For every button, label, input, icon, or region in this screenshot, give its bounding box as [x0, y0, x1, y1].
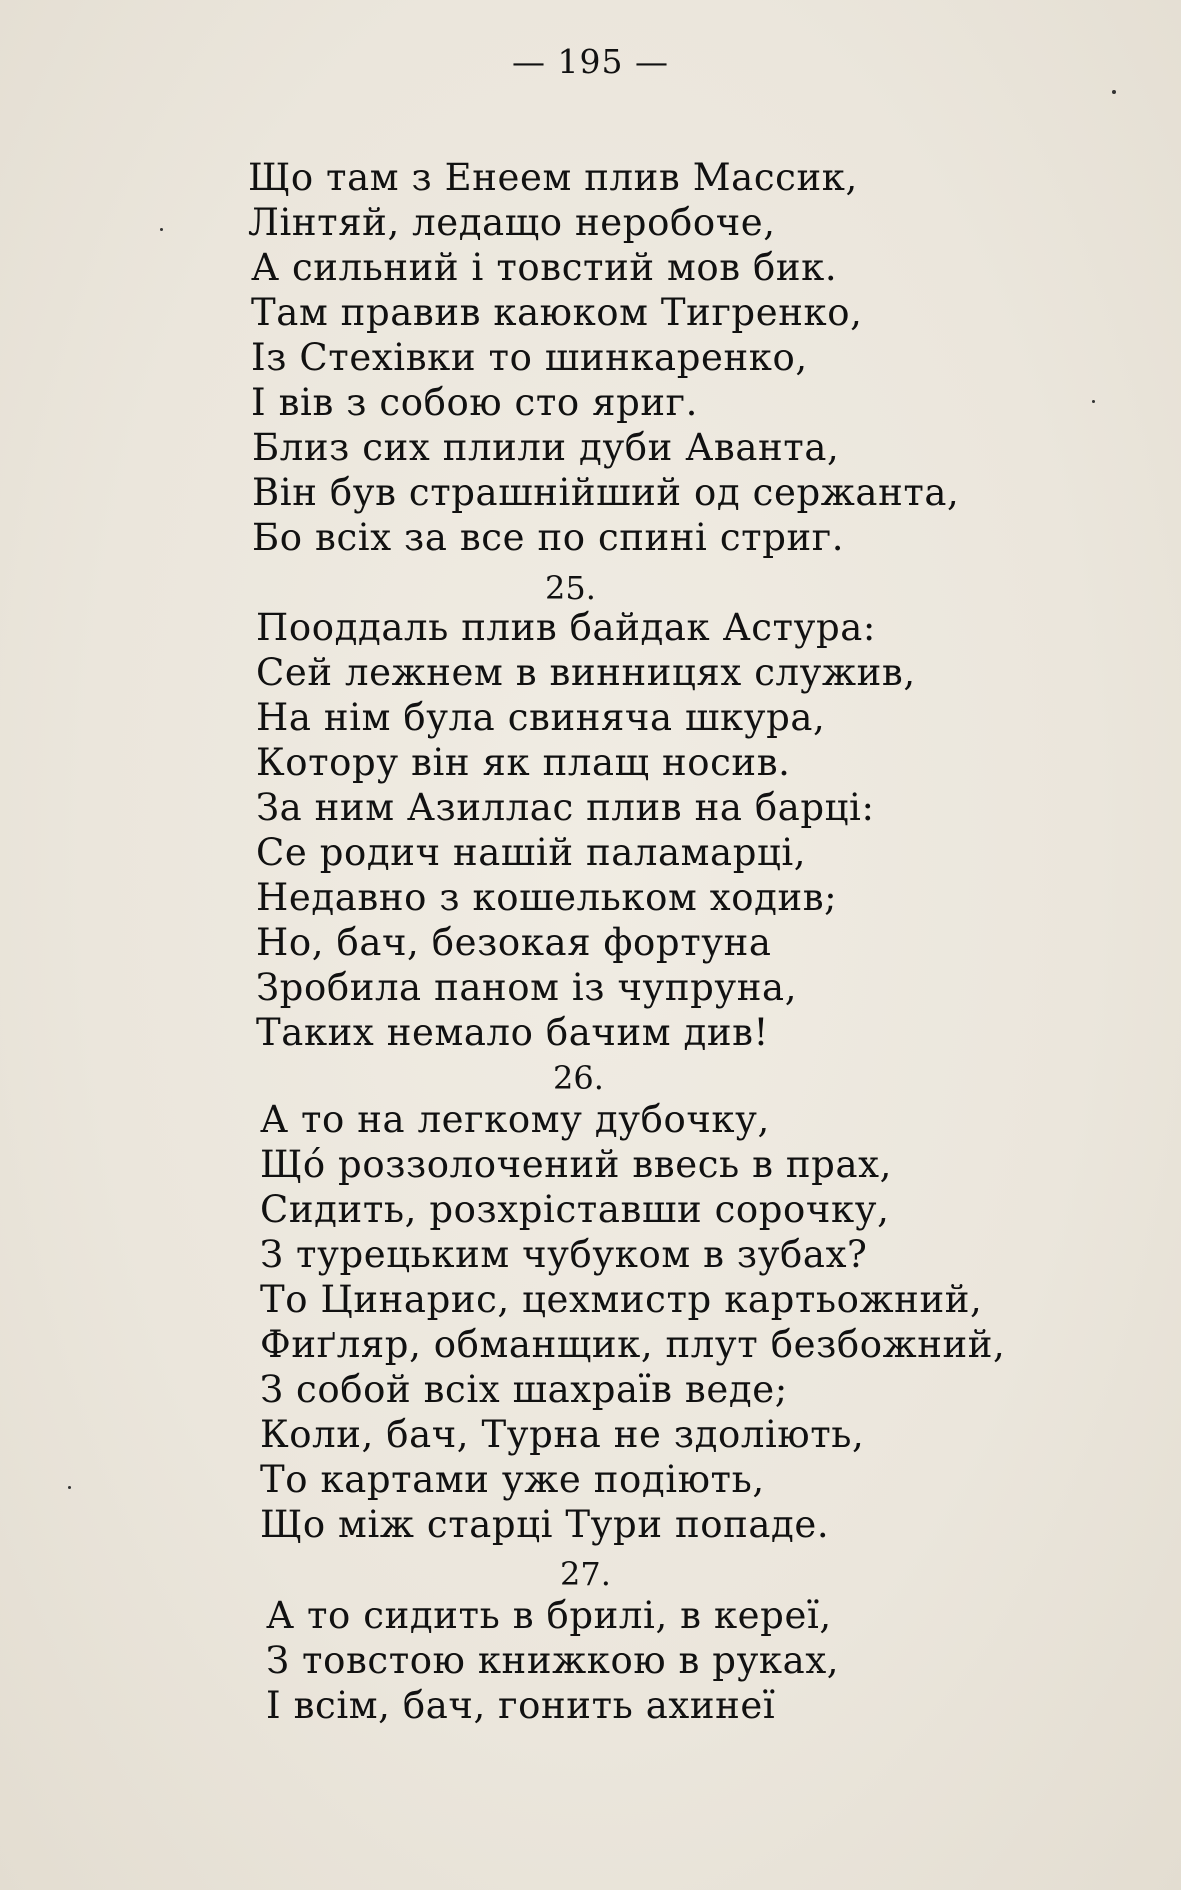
- poem-line: З товстою книжкою в руках,: [266, 1639, 840, 1682]
- poem-line: А то на легкому дубочку,: [260, 1098, 770, 1141]
- poem-line: Таких немало бачим див!: [256, 1011, 770, 1054]
- stanza-number: 26.: [553, 1059, 604, 1097]
- poem-line: За ним Азиллас плив на барці:: [256, 786, 875, 829]
- poem-line: Пооддаль плив байдак Астура:: [256, 606, 876, 649]
- poem-line: Бо всіх за все по спині стриг.: [252, 516, 845, 559]
- poem-line: З собой всіх шахраїв веде;: [260, 1368, 788, 1411]
- poem-line: Там правив каюком Тигренко,: [251, 291, 863, 334]
- poem-line: Котору він як плащ носив.: [256, 741, 791, 784]
- poem-line: Се родич нашій паламарці,: [256, 831, 807, 874]
- poem-line: Лінтяй, ледащо неробоче,: [248, 201, 776, 244]
- scan-speck: [160, 228, 163, 231]
- poem-line: То картами уже подіють,: [260, 1458, 765, 1501]
- poem-line: Но, бач, безокая фортуна: [256, 921, 772, 964]
- scan-speck: [1112, 90, 1116, 94]
- poem-line: На нім була свиняча шкура,: [256, 696, 826, 739]
- scan-speck: [68, 1486, 71, 1489]
- page-number: — 195 —: [512, 42, 669, 81]
- poem-line: Щó роззолочений ввесь в прах,: [260, 1143, 892, 1186]
- poem-line: З турецьким чубуком в зубах?: [260, 1233, 868, 1276]
- poem-line: Що між старці Тури попаде.: [260, 1503, 830, 1546]
- poem-line: Сей лежнем в винницях служив,: [256, 651, 916, 694]
- poem-line: Фиґляр, обманщик, плут безбожний,: [260, 1323, 1006, 1366]
- poem-line: А то сидить в брилі, в кереї,: [266, 1594, 832, 1637]
- poem-line: І вів з собою сто яриг.: [251, 381, 698, 424]
- poem-line: Він був страшнійший од сержанта,: [252, 471, 960, 514]
- poem-line: Зробила паном із чупруна,: [256, 966, 798, 1009]
- scan-speck: [1092, 400, 1095, 403]
- stanza-number: 27.: [560, 1555, 611, 1593]
- poem-line: А сильний і товстий мов бик.: [251, 246, 838, 289]
- poem-line: Коли, бач, Турна не здоліють,: [260, 1413, 865, 1456]
- stanza-number: 25.: [545, 569, 596, 607]
- poem-line: Що там з Енеем плив Массик,: [248, 156, 858, 199]
- poem-line: Недавно з кошельком ходив;: [256, 876, 838, 919]
- poem-line: І всім, бач, гонить ахинеї: [266, 1684, 776, 1727]
- poem-line: Із Стехівки то шинкаренко,: [251, 336, 808, 379]
- poem-line: Сидить, розхріставши сорочку,: [260, 1188, 890, 1231]
- poem-line: То Цинарис, цехмистр картьожний,: [260, 1278, 983, 1321]
- poem-line: Близ сих плили дуби Аванта,: [252, 426, 840, 469]
